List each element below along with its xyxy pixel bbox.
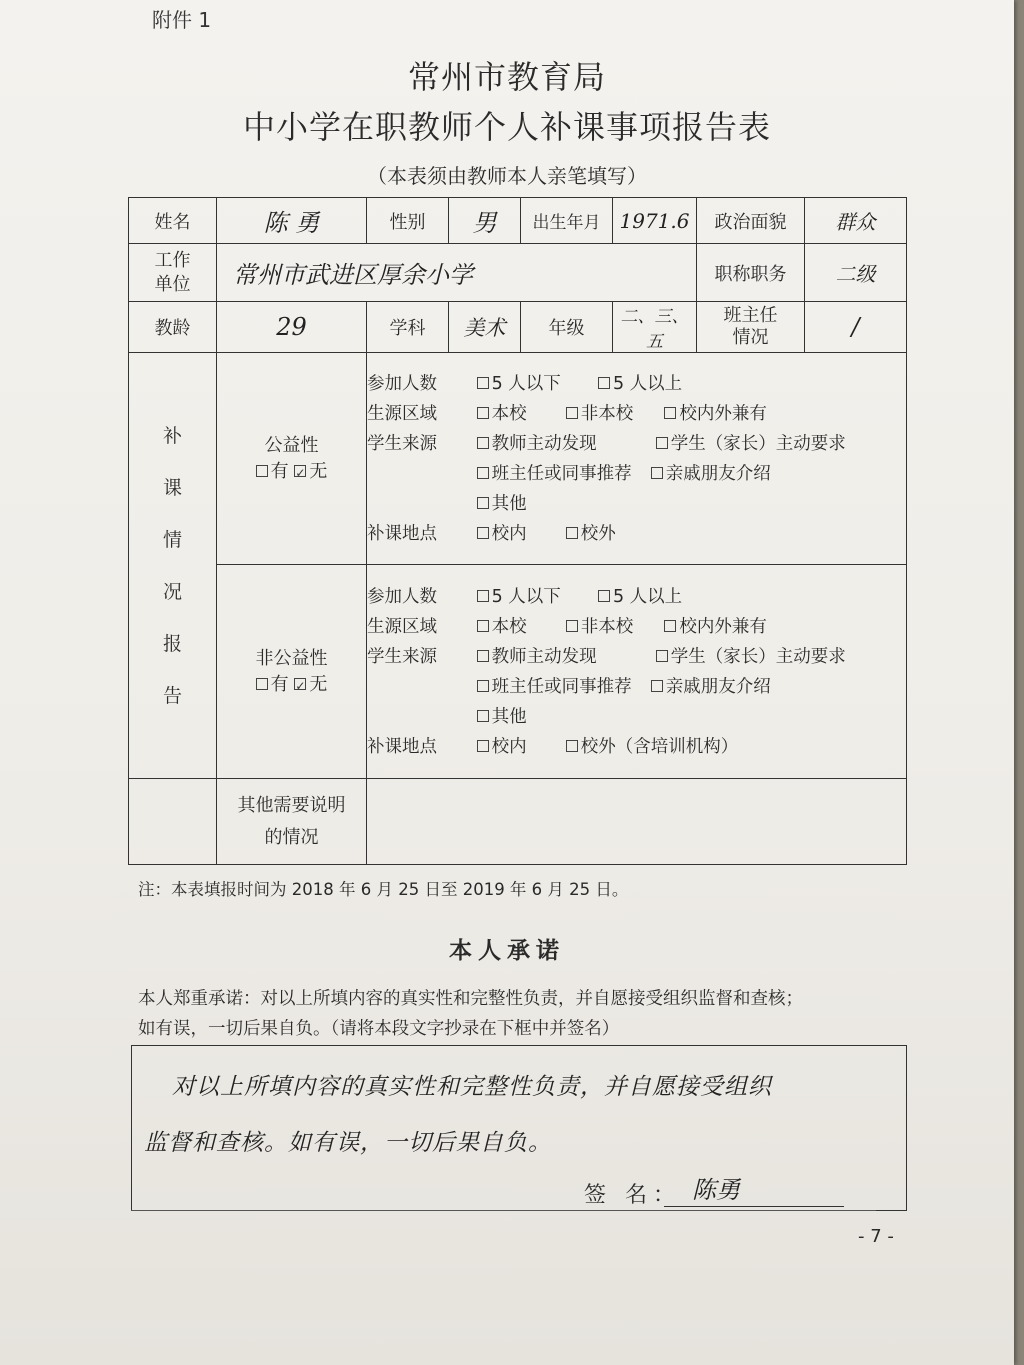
footer-line [131,1210,876,1211]
nonpublic-participants-row [367,582,906,612]
public-label: 公益性 [264,434,319,456]
headteacher-label-line-1: 班主任 [723,305,778,326]
option-checkbox[interactable] [598,377,610,389]
option-label: 校外 [580,523,616,544]
promise-title: 本人承诺 [449,938,565,964]
option-checkbox[interactable] [664,407,676,419]
public-has-checkbox[interactable] [256,465,268,477]
report-char: 情 [162,528,182,551]
teaching-years-value: 29 [217,302,367,353]
option-label: 校内 [491,523,527,544]
headteacher-label-line-2: 情况 [732,327,769,348]
option-checkbox[interactable] [477,590,489,602]
option-checkbox[interactable] [477,467,489,479]
report-char: 告 [162,684,182,707]
gender-label: 性别 [367,198,449,244]
source-label: 学生来源 [367,433,437,454]
option-label: 校内外兼有 [679,403,767,424]
birth-value: 1971.6 [613,198,697,244]
report-char: 报 [162,632,182,655]
political-value: 群众 [805,198,907,244]
public-region-row [367,399,906,429]
work-label-line-1: 工作 [154,249,191,271]
nonpublic-source-row [367,642,906,672]
nonpublic-has-none [217,672,366,698]
public-has-none [217,459,366,485]
option-label: 校内外兼有 [679,616,767,637]
promise-line-1: 本人郑重承诺：对以上所填内容的真实性和完整性负责，并自愿接受组织监督和查核； [138,989,803,1009]
option-checkbox[interactable] [566,527,578,539]
political-label: 政治面貌 [697,198,805,244]
promise-text [138,984,918,1044]
region-label: 生源区域 [367,403,437,424]
subject-value: 美术 [449,302,521,353]
work-label-line-2: 单位 [154,273,191,295]
option-checkbox[interactable] [651,680,663,692]
other-label-line-1: 其他需要说明 [237,794,346,816]
option-label: 非本校 [580,616,634,637]
job-title-value: 二级 [805,244,907,302]
option-label: 班主任或同事推荐 [491,676,632,697]
report-form-table [128,197,907,865]
option-label: 非本校 [580,403,634,424]
name-label: 姓名 [129,198,217,244]
option-checkbox[interactable] [477,650,489,662]
grade-label: 年级 [521,302,613,353]
option-label: 学生（家长）主动要求 [670,646,846,667]
public-source-row-3 [367,489,906,519]
public-participants-row [367,369,906,399]
option-label: 校内 [491,736,527,757]
subject-label: 学科 [367,302,449,353]
option-label: 亲戚朋友介绍 [665,463,771,484]
nonpublic-section-label [217,565,367,779]
option-label: 教师主动发现 [491,433,597,454]
option-label: 亲戚朋友介绍 [665,676,771,697]
public-options [367,353,907,565]
public-place-row [367,519,906,549]
option-label: 教师主动发现 [491,646,597,667]
option-checkbox[interactable] [477,497,489,509]
option-label: 班主任或同事推荐 [491,463,632,484]
place-label: 补课地点 [367,523,437,544]
annex-label: 附件 1 [152,8,212,32]
option-checkbox[interactable] [477,437,489,449]
handwritten-promise-box [131,1045,907,1211]
option-label: 5 人以上 [612,373,683,394]
nonpublic-place-row [367,732,906,762]
handwritten-line-2: 监督和查核。如有误，一切后果自负。 [144,1130,552,1156]
nonpublic-none-label: 无 [309,673,328,695]
title-line-1: 常州市教育局 [407,58,606,96]
participants-label: 参加人数 [367,586,437,607]
option-checkbox[interactable] [651,467,663,479]
teaching-years-label: 教龄 [129,302,217,353]
option-checkbox[interactable] [477,740,489,752]
signature: 陈勇 [692,1176,740,1204]
nonpublic-label: 非公益性 [255,647,328,669]
option-label: 5 人以上 [612,586,683,607]
form-note: 注：本表填报时间为 2018 年 6 月 25 日至 2019 年 6 月 25 日。 [138,880,629,899]
public-section-label [217,353,367,565]
option-label: 其他 [491,706,527,727]
nonpublic-source-row-3 [367,702,906,732]
other-notes-value [367,779,907,865]
page-number: - 7 - [858,1226,894,1247]
option-label: 本校 [491,403,527,424]
option-label: 5 人以下 [491,586,561,607]
option-checkbox[interactable] [477,680,489,692]
title-line-2: 中小学在职教师个人补课事项报告表 [242,108,771,146]
option-checkbox[interactable] [566,620,578,632]
option-label: 5 人以下 [491,373,561,394]
option-checkbox[interactable] [477,710,489,722]
option-checkbox[interactable] [477,377,489,389]
form-subtitle: （本表须由教师本人亲笔填写） [367,164,647,188]
handwritten-line-1: 对以上所填内容的真实性和完整性负责，并自愿接受组织 [172,1074,772,1100]
promise-line-2: 如有误，一切后果自负。（请将本段文字抄录在下框中并签名） [138,1019,620,1039]
public-source-row-2 [367,459,906,489]
option-checkbox[interactable] [664,620,676,632]
option-label: 学生（家长）主动要求 [670,433,846,454]
signature-line [664,1206,844,1207]
other-empty-cell [129,779,217,865]
work-unit-label [129,244,217,302]
option-checkbox[interactable] [477,527,489,539]
option-checkbox[interactable] [598,590,610,602]
gender-value: 男 [449,198,521,244]
job-title-label: 职称职务 [697,244,805,302]
other-notes-label [217,779,367,865]
headteacher-value: / [805,302,907,353]
report-char: 况 [162,580,182,603]
source-label: 学生来源 [367,646,437,667]
option-label: 校外（含培训机构） [580,736,739,757]
public-none-label: 无 [309,460,328,482]
region-label: 生源区域 [367,616,437,637]
report-vertical-label [129,353,217,779]
public-source-row [367,429,906,459]
option-checkbox[interactable] [477,407,489,419]
signature-label: 签 名： [584,1183,681,1208]
nonpublic-options [367,565,907,779]
nonpublic-has-label: 有 [270,673,289,695]
option-label: 其他 [491,493,527,514]
birth-label: 出生年月 [521,198,613,244]
place-label: 补课地点 [367,736,437,757]
option-checkbox[interactable] [656,437,668,449]
name-value: 陈 勇 [217,198,367,244]
grade-value: 二、三、五 [613,302,697,353]
participants-label: 参加人数 [367,373,437,394]
option-checkbox[interactable] [566,740,578,752]
nonpublic-none-checkbox[interactable] [294,678,306,690]
option-checkbox[interactable] [566,407,578,419]
option-label: 本校 [491,616,527,637]
headteacher-label [697,302,805,353]
work-unit-value: 常州市武进区厚余小学 [217,244,697,302]
other-label-line-2: 的情况 [264,826,319,848]
nonpublic-has-checkbox[interactable] [256,678,268,690]
report-char: 补 [162,424,182,447]
option-checkbox[interactable] [656,650,668,662]
public-has-label: 有 [270,460,289,482]
public-none-checkbox[interactable] [294,465,306,477]
report-char: 课 [162,476,182,499]
option-checkbox[interactable] [477,620,489,632]
nonpublic-region-row [367,612,906,642]
nonpublic-source-row-2 [367,672,906,702]
